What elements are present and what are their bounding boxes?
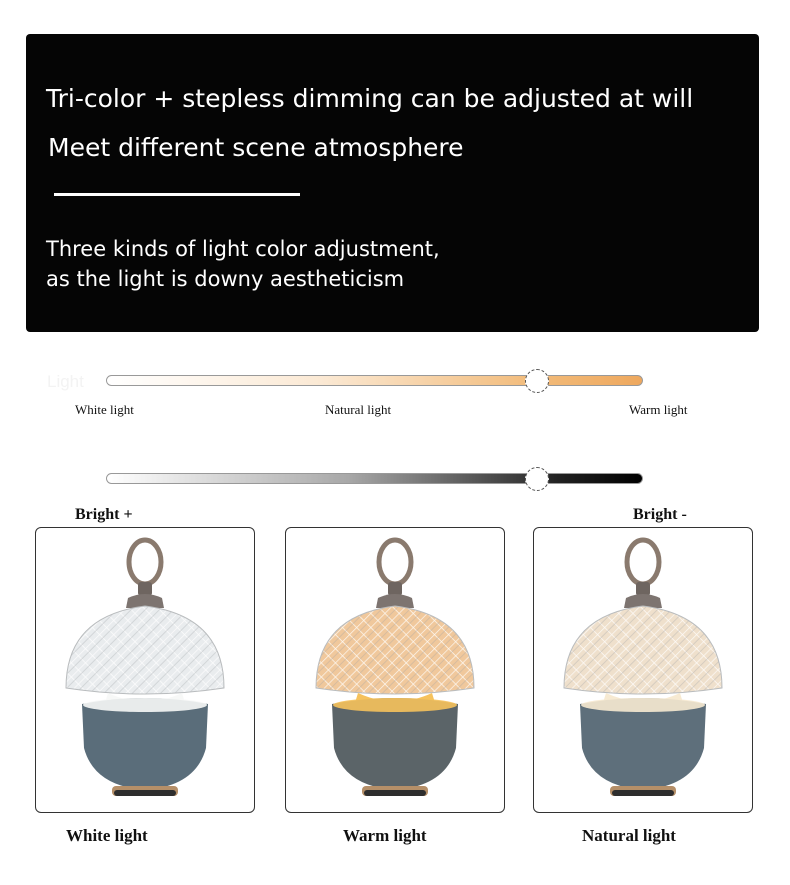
caption-natural-light: Natural light <box>582 826 676 845</box>
caption-white-light: White light <box>66 826 148 845</box>
lamp-illustration <box>534 528 752 812</box>
banner-subheadline: Meet different scene atmosphere <box>48 133 464 162</box>
caption-warm-light: Warm light <box>343 826 427 845</box>
lamp-card-warm <box>285 527 505 813</box>
lamp-base-rim <box>581 698 705 712</box>
slider-label-natural-light: Natural light <box>325 402 392 417</box>
lamp-ring <box>379 540 411 584</box>
banner-divider <box>54 193 300 196</box>
lamp-base-rim <box>333 698 457 712</box>
lamp-shade <box>564 606 722 694</box>
lamp-illustration <box>286 528 504 812</box>
banner-body <box>46 234 440 294</box>
lamp-hook <box>138 582 152 596</box>
lamp-hook <box>388 582 402 596</box>
brightness-label-minus: Bright - <box>633 506 687 523</box>
slider-label-warm-light: Warm light <box>629 402 688 417</box>
lamp-shade <box>66 606 224 694</box>
lamp-hook <box>636 582 650 596</box>
lamp-ring <box>627 540 659 584</box>
lamp-base-rim <box>83 698 207 712</box>
promo-banner <box>26 34 759 332</box>
lamp-ring <box>129 540 161 584</box>
brightness-slider-knob[interactable] <box>525 467 549 491</box>
brightness-label-plus: Bright + <box>75 506 133 523</box>
banner-headline: Tri-color + stepless dimming can be adjusted at will <box>46 84 694 113</box>
lamp-illustration <box>36 528 254 812</box>
lamp-card-natural <box>533 527 753 813</box>
banner-body-line-1: Three kinds of light color adjustment, <box>46 237 440 261</box>
slider-label-white-light: White light <box>75 402 134 417</box>
lamp-shade <box>316 606 474 694</box>
color-temperature-slider[interactable] <box>106 375 643 386</box>
color-temperature-slider-knob[interactable] <box>525 369 549 393</box>
faint-light-label: Light <box>47 372 84 391</box>
banner-body-line-2: as the light is downy aestheticism <box>46 267 405 291</box>
brightness-slider[interactable] <box>106 473 643 484</box>
lamp-card-white <box>35 527 255 813</box>
